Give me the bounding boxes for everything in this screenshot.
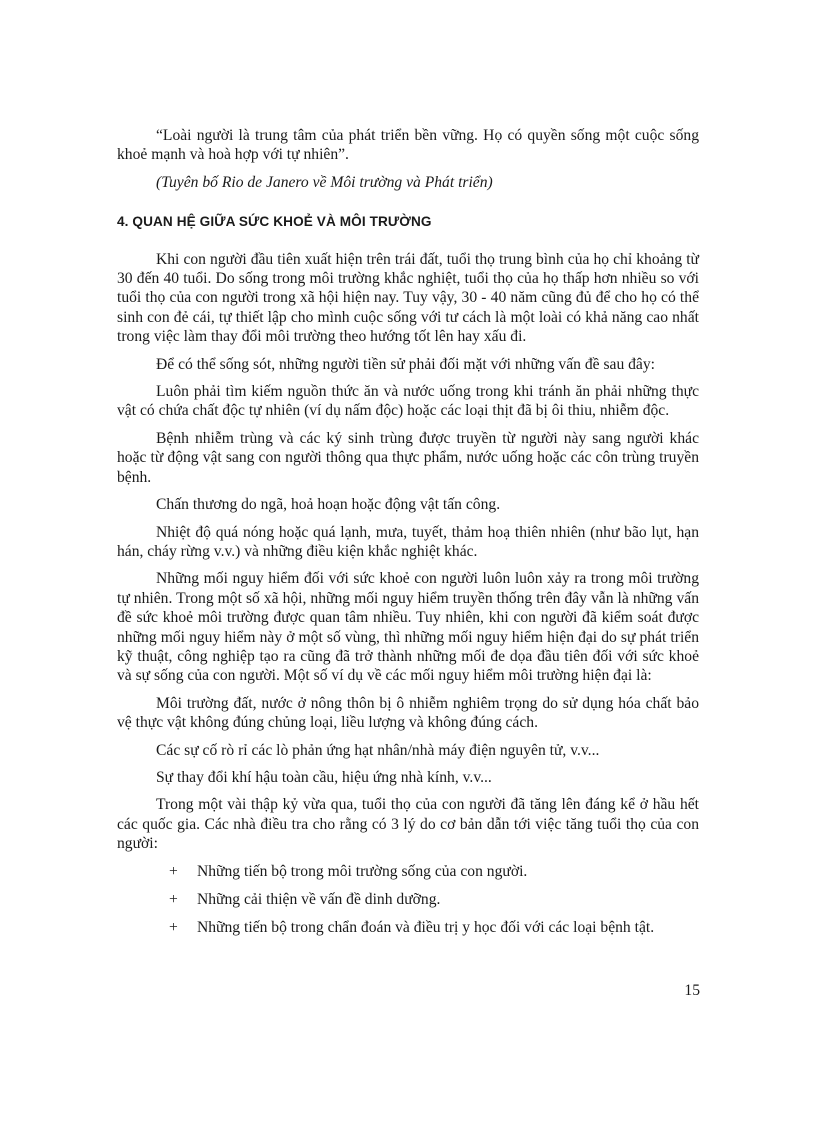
list-item-text: Những tiến bộ trong chẩn đoán và điều trị y học đối với các loại bệnh tật.: [197, 919, 655, 937]
list-item: [117, 890, 699, 909]
page-number: 15: [684, 982, 700, 999]
list-item-text: Những tiến bộ trong môi trường sống của con người.: [197, 862, 528, 880]
section-heading: 4. QUAN HỆ GIỮA SỨC KHOẺ VÀ MÔI TRƯỜNG: [117, 214, 432, 230]
paragraph-nuclear: Các sự cố rò rỉ các lò phản ứng hạt nhân/nhà máy điện nguyên tử, v.v...: [156, 741, 600, 759]
paragraph-life-expectancy: Khi con người đầu tiên xuất hiện trên trái đất, tuổi thọ trung bình của họ chỉ khoảng từ 30 đến 40 tuổi. Do sống trong môi trường khắc nghiệt, tuổi thọ của họ thấp hơn nhiều so với tuổi thọ của con người trong xã hội hiện nay. Tuy vậy, 30 - 40 năm cũng đủ để cho họ có thể sinh con đẻ cái, tự thiết lập cho mình cuộc sống với tư cách là một loài có khả năng cao nhất trong việc làm thay đổi môi trường theo hướng tốt lên hay xấu đi.: [117, 250, 699, 346]
quote-citation: (Tuyên bố Rio de Janero về Môi trường và Phát triển): [156, 173, 493, 191]
opening-quote: “Loài người là trung tâm của phát triển bền vững. Họ có quyền sống một cuộc sống khoẻ mạnh và hoà hợp với tự nhiên”.: [117, 127, 699, 164]
paragraph-climate: Sự thay đổi khí hậu toàn cầu, hiệu ứng nhà kính, v.v...: [156, 768, 492, 786]
paragraph-infection: Bệnh nhiễm trùng và các ký sinh trùng được truyền từ người này sang người khác hoặc từ động vật sang con người thông qua thực phẩm, nước uống hoặc các côn trùng truyền bệnh.: [117, 429, 699, 486]
reasons-list: [117, 862, 699, 938]
paragraph-food-water: Luôn phải tìm kiếm nguồn thức ăn và nước uống trong khi tránh ăn phải những thực vật có chứa chất độc tự nhiên (ví dụ nấm độc) hoặc các loại thịt đã bị ôi thiu, nhiễm độc.: [117, 383, 699, 420]
paragraph-weather: Nhiệt độ quá nóng hoặc quá lạnh, mưa, tuyết, thảm hoạ thiên nhiên (như bão lụt, hạn hán, cháy rừng v.v.) và những điều kiện khắc nghiệt khác.: [117, 523, 699, 560]
paragraph-pollution: Môi trường đất, nước ở nông thôn bị ô nhiễm nghiêm trọng do sử dụng hóa chất bảo vệ thực vật không đúng chủng loại, liều lượng và không đúng cách.: [117, 694, 699, 732]
bullet-mark: +: [169, 862, 178, 880]
list-item: [117, 862, 699, 881]
bullet-mark: +: [169, 891, 178, 908]
paragraph-injury: Chấn thương do ngã, hoả hoạn hoặc động vật tấn công.: [156, 496, 501, 514]
bullet-mark: +: [169, 919, 178, 937]
paragraph-modern-hazards: Những mối nguy hiểm đối với sức khoẻ con người luôn luôn xảy ra trong môi trường tự nhiên. Trong một số xã hội, những mối nguy hiểm truyền thống trên đây vẫn là những vấn đề sức khoẻ môi trường được quan tâm nhiều. Tuy nhiên, khi con người đã kiểm soát được những mối nguy hiểm này ở một số vùng, thì những mối nguy hiểm hiện đại do sự phát triển kỹ thuật, công nghiệp tạo ra cũng đã trở thành những mối đe dọa đầu tiên đối với sức khoẻ và sự sống của con người. Một số ví dụ về các mối nguy hiểm môi trường hiện đại là:: [117, 570, 699, 685]
paragraph-reasons-intro: Trong một vài thập kỷ vừa qua, tuổi thọ của con người đã tăng lên đáng kể ở hầu hết các quốc gia. Các nhà điều tra cho rằng có 3 lý do cơ bản dẫn tới việc tăng tuổi thọ của con người:: [117, 796, 699, 853]
list-item: [117, 918, 699, 937]
paragraph-survival-intro: Để có thể sống sót, những người tiền sử phải đối mặt với những vấn đề sau đây:: [156, 355, 655, 373]
document-page: [117, 126, 699, 947]
list-item-text: Những cải thiện về vấn đề dinh dưỡng.: [197, 891, 441, 908]
